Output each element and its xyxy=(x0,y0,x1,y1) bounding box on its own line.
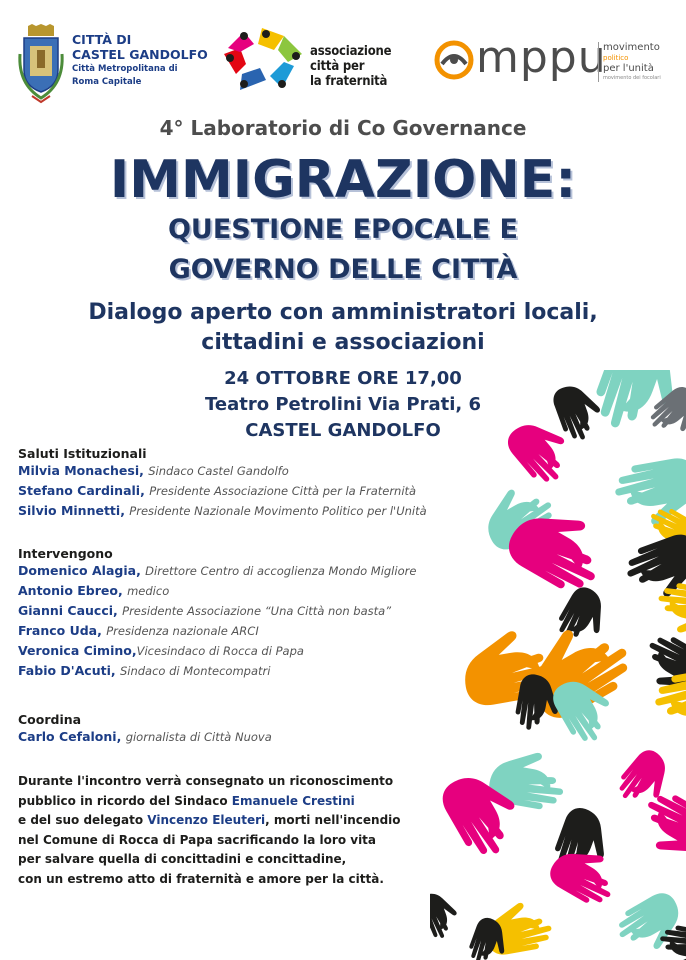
city-line2: CASTEL GANDOLFO xyxy=(72,47,208,62)
mppu-tagline xyxy=(598,42,661,82)
subtitle-line1: QUESTIONE EPOCALE E xyxy=(167,214,518,245)
city-sub1: Città Metropolitana di xyxy=(72,64,178,74)
dialog-line2: cittadini e associazioni xyxy=(201,330,485,355)
note-line1: Durante l'incontro verrà consegnato un riconoscimento xyxy=(18,774,394,788)
main-title: IMMIGRAZIONE: xyxy=(109,150,577,210)
list-item: Domenico Alagia, Direttore Centro di accoglienza Mondo Migliore xyxy=(18,563,417,578)
list-item: Veronica Cimino,Vicesindaco di Rocca di Papa xyxy=(18,643,304,658)
mppu-side1: movimento xyxy=(603,42,660,53)
list-item: Antonio Ebreo, medico xyxy=(18,583,170,598)
city-crest-icon xyxy=(16,24,66,106)
mppu-side2: politico xyxy=(603,54,629,62)
lab-title: 4° Laboratorio di Co Governance xyxy=(159,116,527,140)
coordina-section xyxy=(18,712,518,747)
list-item: Fabio D'Acuti, Sindaco di Montecompatri xyxy=(18,663,271,678)
saluti-section xyxy=(18,446,518,521)
list-item: Gianni Caucci, Presidente Associazione “Una Città non basta” xyxy=(18,603,392,618)
highlight-name: Emanuele Crestini xyxy=(231,793,355,808)
association-logo-icon xyxy=(222,24,304,96)
intervengono-section xyxy=(18,546,518,681)
association-name xyxy=(310,44,391,89)
saluti-heading: Saluti Istituzionali xyxy=(18,446,147,461)
note-line4: nel Comune di Rocca di Papa sacrificando la loro vita xyxy=(18,832,377,847)
mppu-side4: movimento dei focolari xyxy=(603,75,661,81)
note-line3: e del suo delegato Vincenzo Eleuteri, morti nell'incendio xyxy=(18,813,401,827)
note-line5: per salvare quella di concittadini e concittadine, xyxy=(18,852,347,866)
mppu-wordmark: mppu xyxy=(476,32,607,83)
list-item: Silvio Minnetti, Presidente Nazionale Movimento Politico per l'Unità xyxy=(18,503,427,518)
city-block xyxy=(72,32,208,88)
city-sub2: Roma Capitale xyxy=(72,77,142,87)
subtitle-line2: GOVERNO DELLE CITTÀ xyxy=(168,254,518,285)
event-place: Teatro Petrolini Via Prati, 6 xyxy=(204,394,481,415)
note-line6: con un estremo atto di fraternità e amore per la città. xyxy=(18,871,384,886)
city-line1: CITTÀ DI xyxy=(72,32,132,47)
acf-line2: città per xyxy=(310,59,365,74)
list-item: Franco Uda, Presidenza nazionale ARCI xyxy=(18,623,259,638)
acf-line1: associazione xyxy=(310,44,392,59)
tribute-note xyxy=(18,772,518,889)
list-item: Milvia Monachesi, Sindaco Castel Gandolfo xyxy=(18,463,289,478)
event-city: CASTEL GANDOLFO xyxy=(245,420,441,441)
mppu-side3: per l'unità xyxy=(603,63,654,74)
coordina-heading: Coordina xyxy=(18,712,82,727)
event-date: 24 OTTOBRE ORE 17,00 xyxy=(224,368,462,389)
list-item: Carlo Cefaloni, giornalista di Città Nuova xyxy=(18,729,272,744)
note-line2: pubblico in ricordo del Sindaco Emanuele Crestini xyxy=(18,793,355,808)
mppu-logo-icon xyxy=(434,40,474,80)
dialog-line1: Dialogo aperto con amministratori locali, xyxy=(88,300,598,325)
list-item: Stefano Cardinali, Presidente Associazione Città per la Fraternità xyxy=(18,483,417,498)
highlight-name: Vincenzo Eleuteri xyxy=(147,813,266,827)
acf-line3: la fraternità xyxy=(310,74,388,89)
intervengono-heading: Intervengono xyxy=(18,546,113,561)
